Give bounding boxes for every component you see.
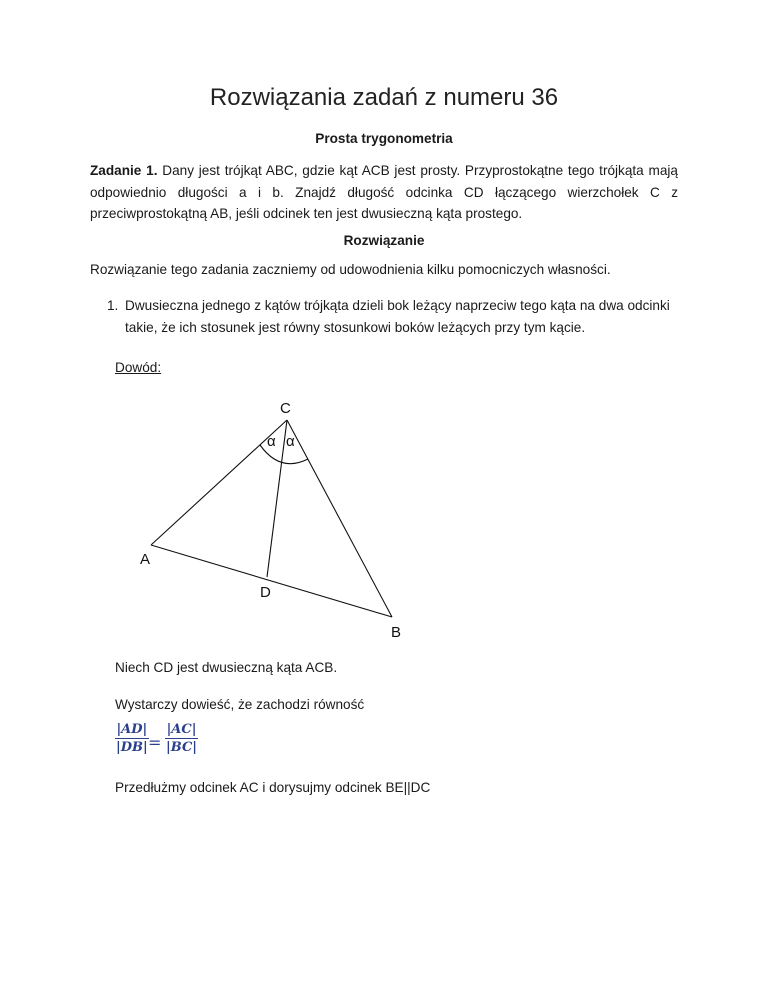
angle-label-alpha-right: α	[286, 433, 295, 450]
side-ab	[151, 545, 392, 617]
angle-label-alpha-left: α	[267, 433, 276, 450]
list-item	[107, 295, 682, 338]
side-cb	[287, 420, 392, 617]
task-paragraph	[90, 160, 678, 225]
list-item-text: Dwusieczna jednego z kątów trójkąta dzieli bok leżący naprzeciw tego kąta na dwa odcinki takie, że ich stosunek jest równy stosunkowi boków leżących przy tym kącie.	[125, 298, 670, 335]
paragraph-extend: Przedłużmy odcinek AC i dorysujmy odcinek BE||DC	[115, 780, 431, 795]
equals-sign: =	[148, 733, 162, 752]
ratio-formula	[115, 722, 235, 768]
page-title: Rozwiązania zadań z numeru 36	[209, 84, 559, 111]
task-label: Zadanie 1.	[90, 163, 158, 178]
denominator-db: |DB|	[116, 740, 148, 755]
paragraph-suffices: Wystarczy dowieść, że zachodzi równość	[115, 697, 365, 712]
vertex-label-c: C	[280, 400, 291, 417]
triangle-diagram	[130, 395, 420, 645]
vertex-label-d: D	[260, 584, 271, 601]
intro-paragraph: Rozwiązanie tego zadania zaczniemy od udowodnienia kilku pomocniczych własności.	[90, 262, 611, 277]
task-text: Dany jest trójkąt ABC, gdzie kąt ACB jest prosty. Przyprostokątne tego trójkąta mają odpowiednio długości a i b. Znajdź długość odcinka CD łączącego wierzchołek C z przeciwprostokątną AB, jeśli odcinek ten jest dwusieczną kąta prostego.	[90, 163, 678, 221]
numerator-ad: |AD|	[116, 722, 148, 737]
fraction-left	[115, 722, 149, 755]
fraction-right	[165, 722, 198, 755]
numerator-ac: |AC|	[166, 722, 197, 737]
list-item-number: 1.	[107, 298, 119, 313]
vertex-label-a: A	[140, 551, 151, 568]
paragraph-bisector: Niech CD jest dwusieczną kąta ACB.	[115, 660, 338, 675]
subtitle: Prosta trygonometria	[315, 131, 453, 146]
vertex-label-b: B	[391, 624, 402, 641]
solution-heading: Rozwiązanie	[343, 233, 425, 248]
proof-label: Dowód:	[115, 360, 162, 375]
denominator-bc: |BC|	[166, 740, 198, 755]
